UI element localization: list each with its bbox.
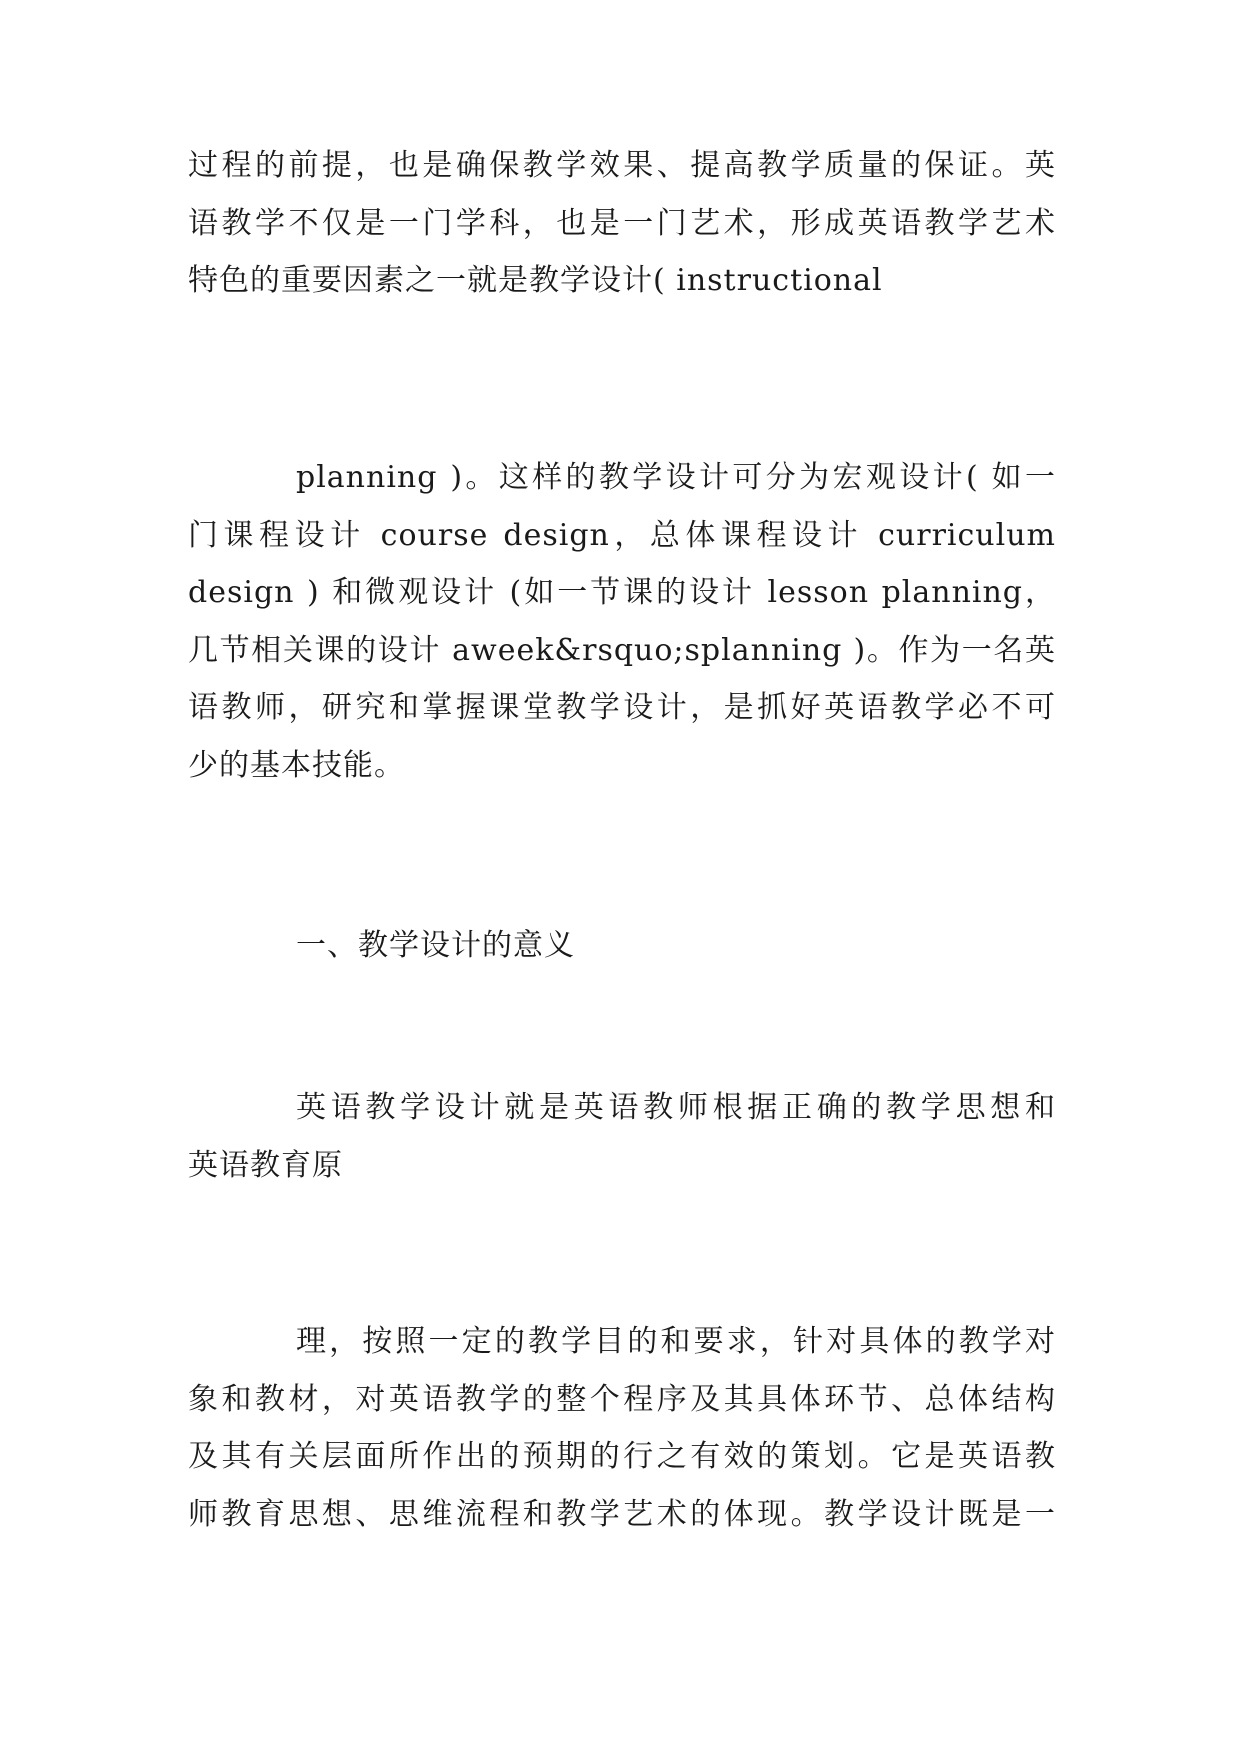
paragraph-line: design ) 和微观设计 (如一节课的设计 lesson planning， bbox=[188, 575, 1056, 610]
paragraph-2 bbox=[188, 449, 1056, 794]
paragraph-line: planning )。这样的教学设计可分为宏观设计( 如一 bbox=[296, 460, 1056, 495]
paragraph-line: 理，按照一定的教学目的和要求，针对具体的教学对 bbox=[296, 1324, 1056, 1359]
paragraph-line: 及其有关层面所作出的预期的行之有效的策划。它是英语教 bbox=[188, 1439, 1056, 1474]
paragraph-line: 特色的重要因素之一就是教学设计( instructional bbox=[188, 263, 883, 298]
paragraph-line: 语教师，研究和掌握课堂教学设计，是抓好英语教学必不可 bbox=[188, 690, 1056, 725]
section-heading-text: 一、教学设计的意义 bbox=[296, 928, 575, 963]
paragraph-line: 门课程设计 course design，总体课程设计 curriculum bbox=[188, 517, 1056, 553]
paragraph-line: 英语教育原 bbox=[188, 1147, 343, 1183]
section-heading bbox=[188, 917, 1056, 975]
paragraph-line: 象和教材，对英语教学的整个程序及其具体环节、总体结构 bbox=[188, 1381, 1056, 1417]
paragraph-1 bbox=[188, 137, 1056, 310]
paragraph-line: 英语教学设计就是英语教师根据正确的教学思想和 bbox=[296, 1090, 1056, 1125]
paragraph-line: 过程的前提，也是确保教学效果、提高教学质量的保证。英 bbox=[188, 148, 1056, 183]
paragraph-3 bbox=[188, 1079, 1056, 1194]
paragraph-line: 语教学不仅是一门学科，也是一门艺术，形成英语教学艺术 bbox=[188, 205, 1056, 241]
paragraph-line: 几节相关课的设计 aweek&rsquo;splanning )。作为一名英 bbox=[188, 632, 1056, 668]
paragraph-4 bbox=[188, 1313, 1056, 1543]
paragraph-line: 师教育思想、思维流程和教学艺术的体现。教学设计既是一 bbox=[188, 1496, 1056, 1532]
paragraph-line: 少的基本技能。 bbox=[188, 747, 405, 783]
